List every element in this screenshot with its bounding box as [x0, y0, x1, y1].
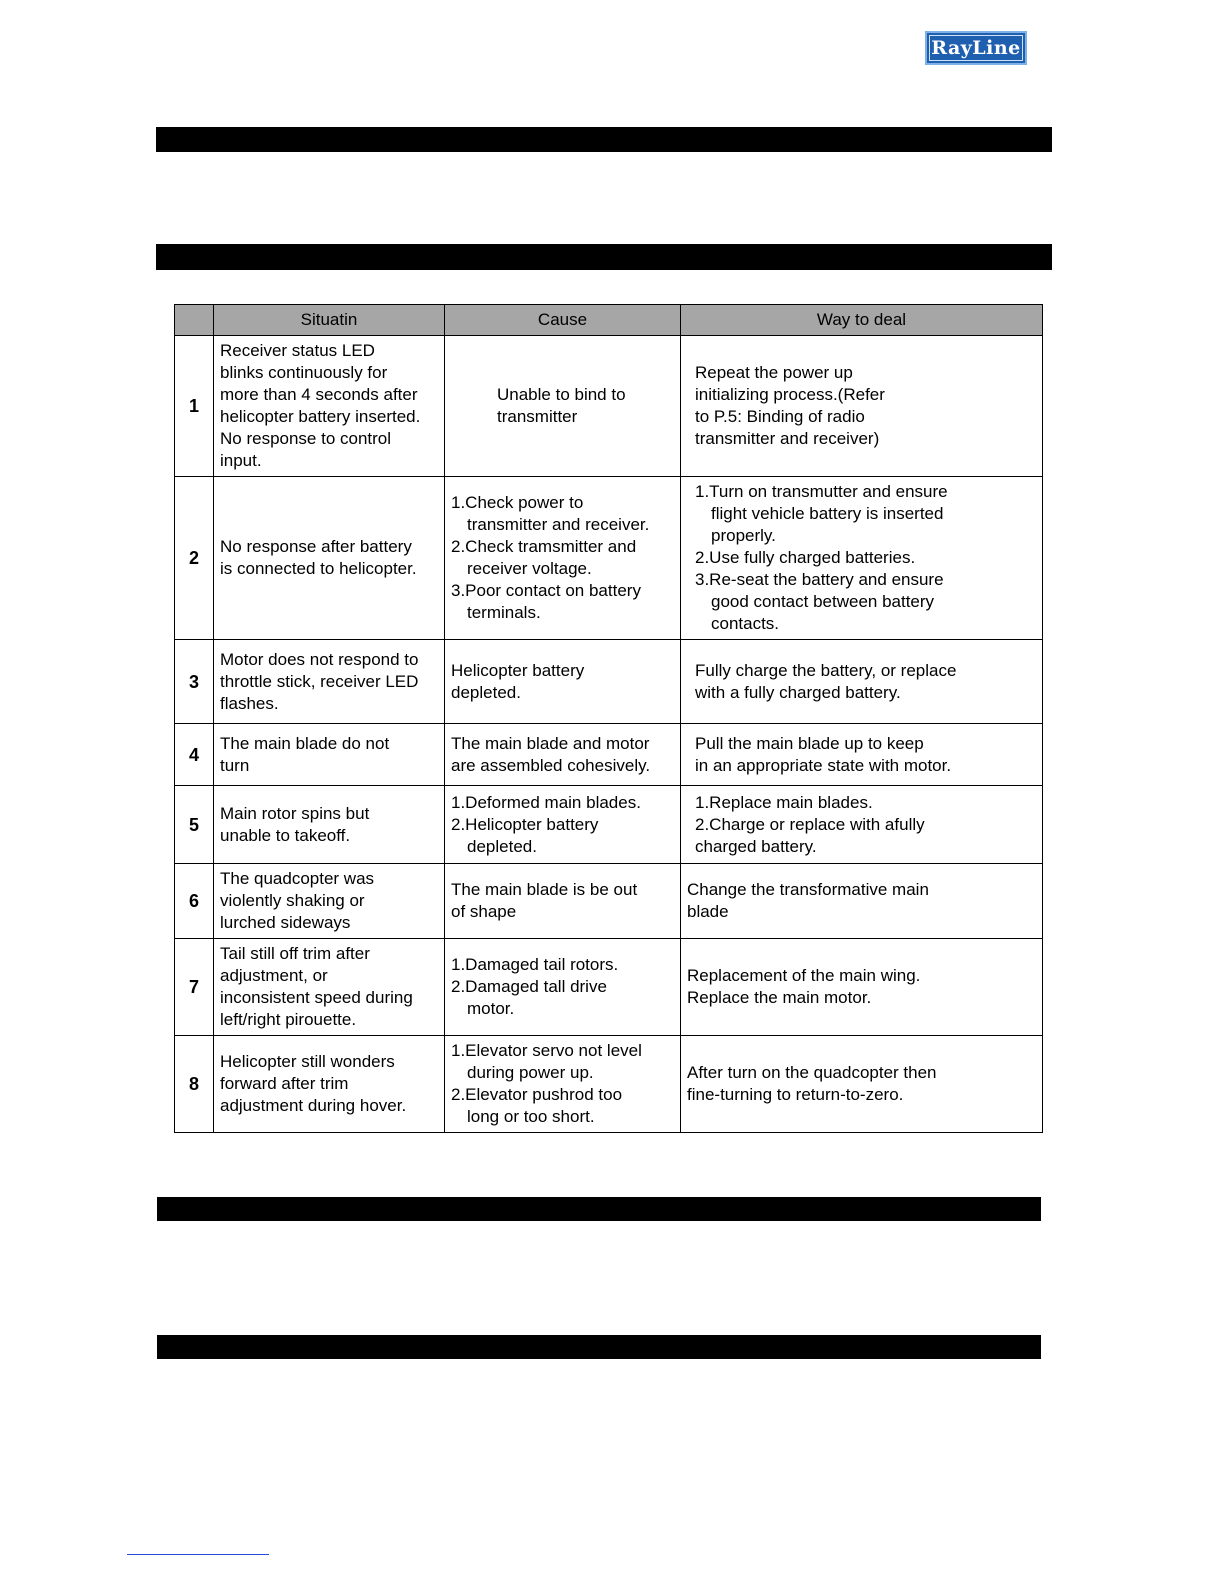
cause-cell-line: Unable to bind to [497, 385, 626, 404]
header-situation: Situatin [214, 305, 445, 336]
way-to-deal-cell-line: initializing process.(Refer [695, 385, 885, 404]
cause-cell [445, 864, 681, 939]
situation-cell [214, 477, 445, 640]
cause-cell-line: motor. [467, 999, 515, 1018]
way-to-deal-cell-line: properly. [711, 526, 776, 545]
cause-cell-line: transmitter and receiver. [467, 515, 650, 534]
cause-cell-line: of shape [451, 902, 517, 921]
cause-cell-line: 2.Check tramsmitter and [451, 537, 637, 556]
situation-cell-line: The main blade do not [220, 733, 390, 753]
table-row [175, 864, 1043, 939]
row-number: 8 [175, 1036, 214, 1133]
way-to-deal-cell [681, 1036, 1043, 1133]
way-to-deal-cell-line: transmitter and receiver) [695, 429, 880, 448]
header-way-to-deal: Way to deal [681, 305, 1043, 336]
situation-cell-line: adjustment, or [220, 966, 328, 985]
cause-cell [445, 724, 681, 786]
situation-cell [214, 1036, 445, 1133]
way-to-deal-cell-line: in an appropriate state with motor. [695, 755, 952, 775]
way-to-deal-cell-line: Replacement of the main wing. [687, 966, 921, 985]
way-to-deal-cell-line: 2.Use fully charged batteries. [695, 548, 916, 567]
situation-cell-line: lurched sideways [220, 913, 351, 932]
way-to-deal-cell [681, 786, 1043, 864]
row-number: 6 [175, 864, 214, 939]
way-to-deal-cell [681, 477, 1043, 640]
cause-cell-line: 1.Check power to [451, 493, 584, 512]
situation-cell-line: The quadcopter was [220, 869, 375, 888]
cause-cell [445, 477, 681, 640]
header-number [175, 305, 214, 336]
situation-cell [214, 640, 445, 724]
situation-cell-line: is connected to helicopter. [220, 559, 417, 578]
table-row [175, 336, 1043, 477]
way-to-deal-cell-line: Change the transformative main [687, 880, 929, 899]
section-header-bar-2 [156, 244, 1052, 270]
cause-cell-line: The main blade is be out [451, 880, 638, 899]
situation-cell-line: No response to control [220, 429, 392, 448]
header-cause: Cause [445, 305, 681, 336]
way-to-deal-cell-line: 3.Re-seat the battery and ensure [695, 570, 944, 589]
way-to-deal-cell-line: 2.Charge or replace with afully [695, 814, 925, 834]
way-to-deal-cell-line: 1.Turn on transmutter and ensure [695, 482, 948, 501]
situation-cell [214, 336, 445, 477]
way-to-deal-cell-line: Fully charge the battery, or replace [695, 660, 957, 680]
way-to-deal-cell-line: charged battery. [695, 836, 817, 856]
row-number: 4 [175, 724, 214, 786]
way-to-deal-cell-line: to P.5: Binding of radio [695, 407, 865, 426]
logo-text: RayLine [931, 36, 1021, 59]
table-row [175, 939, 1043, 1036]
cause-cell [445, 939, 681, 1036]
situation-cell-line: forward after trim [220, 1074, 349, 1093]
cause-cell-line: depleted. [467, 836, 537, 856]
situation-cell-line: No response after battery [220, 537, 412, 556]
situation-cell-line: Helicopter still wonders [220, 1052, 395, 1071]
table-row [175, 640, 1043, 724]
situation-cell-line: Receiver status LED [220, 341, 375, 360]
situation-cell [214, 724, 445, 786]
way-to-deal-cell-line: Repeat the power up [695, 363, 853, 382]
cause-cell-line: terminals. [467, 603, 541, 622]
way-to-deal-cell-line: contacts. [711, 614, 780, 633]
situation-cell-line: throttle stick, receiver LED [220, 671, 419, 691]
cause-cell [445, 640, 681, 724]
footer-underline [127, 1554, 269, 1555]
row-number: 7 [175, 939, 214, 1036]
cause-cell [445, 1036, 681, 1133]
situation-cell [214, 864, 445, 939]
section-header-bar-4 [157, 1335, 1041, 1359]
situation-cell-line: Motor does not respond to [220, 649, 419, 669]
cause-cell-line: Helicopter battery [451, 660, 585, 680]
logo-frame [929, 35, 1023, 61]
table-row [175, 724, 1043, 786]
way-to-deal-cell [681, 939, 1043, 1036]
way-to-deal-cell-line: 1.Replace main blades. [695, 792, 873, 812]
way-to-deal-cell-line: flight vehicle battery is inserted [711, 504, 944, 523]
situation-cell-line: unable to takeoff. [220, 825, 351, 845]
cause-cell [445, 336, 681, 477]
situation-cell-line: helicopter battery inserted. [220, 407, 421, 426]
situation-cell-line: Main rotor spins but [220, 803, 370, 823]
table-row [175, 477, 1043, 640]
way-to-deal-cell-line: Pull the main blade up to keep [695, 733, 924, 753]
row-number: 2 [175, 477, 214, 640]
situation-cell-line: Tail still off trim after [220, 944, 370, 963]
way-to-deal-cell-line: with a fully charged battery. [695, 682, 901, 702]
cause-cell-line: depleted. [451, 682, 521, 702]
cause-cell-line: 2.Damaged tall drive [451, 977, 607, 996]
way-to-deal-cell-line: blade [687, 902, 729, 921]
way-to-deal-cell-line: Replace the main motor. [687, 988, 872, 1007]
situation-cell-line: flashes. [220, 693, 279, 713]
cause-cell-line: 2.Elevator pushrod too [451, 1085, 623, 1104]
way-to-deal-cell-line: After turn on the quadcopter then [687, 1063, 937, 1082]
situation-cell-line: left/right pirouette. [220, 1010, 357, 1029]
cause-cell-line: 1.Deformed main blades. [451, 792, 641, 812]
troubleshooting-table-container [174, 304, 1042, 1133]
section-header-bar-1 [156, 127, 1052, 152]
situation-cell-line: input. [220, 451, 262, 470]
way-to-deal-cell [681, 864, 1043, 939]
situation-cell-line: more than 4 seconds after [220, 385, 418, 404]
situation-cell-line: turn [220, 755, 250, 775]
row-number: 5 [175, 786, 214, 864]
rayline-logo [925, 31, 1027, 65]
cause-cell-line: 3.Poor contact on battery [451, 581, 641, 600]
cause-cell-line: receiver voltage. [467, 559, 592, 578]
way-to-deal-cell [681, 640, 1043, 724]
way-to-deal-cell [681, 336, 1043, 477]
cause-cell-line: The main blade and motor [451, 733, 650, 753]
table-row [175, 1036, 1043, 1133]
cause-cell-line: are assembled cohesively. [451, 755, 651, 775]
cause-cell-line: transmitter [497, 407, 578, 426]
cause-cell-line: long or too short. [467, 1107, 595, 1126]
way-to-deal-cell-line: fine-turning to return-to-zero. [687, 1085, 904, 1104]
situation-cell [214, 786, 445, 864]
table-header-row [175, 305, 1043, 336]
situation-cell-line: violently shaking or [220, 891, 365, 910]
row-number: 1 [175, 336, 214, 477]
troubleshooting-table [174, 304, 1043, 1133]
cause-cell [445, 786, 681, 864]
cause-cell-line: 1.Damaged tail rotors. [451, 955, 619, 974]
cause-cell-line: 2.Helicopter battery [451, 814, 599, 834]
table-row [175, 786, 1043, 864]
situation-cell-line: adjustment during hover. [220, 1096, 407, 1115]
section-header-bar-3 [157, 1197, 1041, 1221]
way-to-deal-cell-line: good contact between battery [711, 592, 935, 611]
row-number: 3 [175, 640, 214, 724]
situation-cell-line: inconsistent speed during [220, 988, 413, 1007]
cause-cell-line: 1.Elevator servo not level [451, 1041, 642, 1060]
cause-cell-line: during power up. [467, 1063, 594, 1082]
way-to-deal-cell [681, 724, 1043, 786]
situation-cell-line: blinks continuously for [220, 363, 388, 382]
situation-cell [214, 939, 445, 1036]
